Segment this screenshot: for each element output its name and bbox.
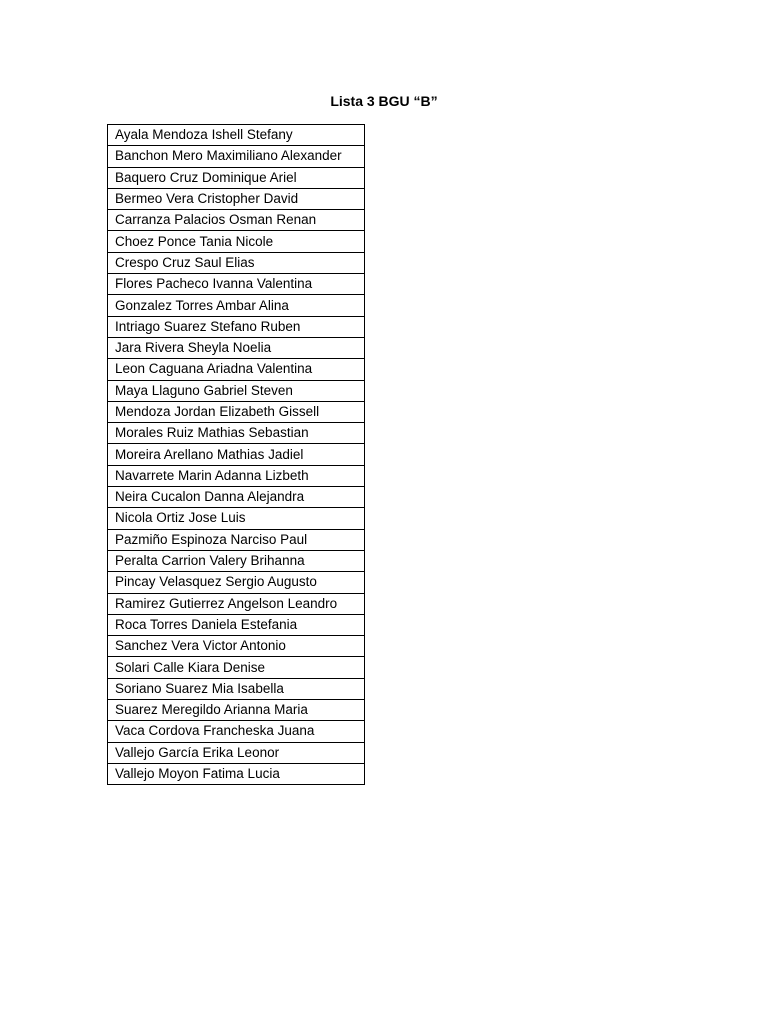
table-row bbox=[108, 508, 365, 529]
student-name-cell: Navarrete Marin Adanna Lizbeth bbox=[108, 465, 365, 486]
student-name-cell: Ramirez Gutierrez Angelson Leandro bbox=[108, 593, 365, 614]
table-row bbox=[108, 188, 365, 209]
table-row bbox=[108, 337, 365, 358]
table-row bbox=[108, 359, 365, 380]
table-row bbox=[108, 295, 365, 316]
table-row bbox=[108, 167, 365, 188]
table-row bbox=[108, 401, 365, 422]
table-row bbox=[108, 550, 365, 571]
table-row bbox=[108, 146, 365, 167]
student-name-cell: Vaca Cordova Francheska Juana bbox=[108, 721, 365, 742]
student-name-cell: Banchon Mero Maximiliano Alexander bbox=[108, 146, 365, 167]
table-row bbox=[108, 465, 365, 486]
student-name-cell: Bermeo Vera Cristopher David bbox=[108, 188, 365, 209]
table-row bbox=[108, 529, 365, 550]
student-list-table bbox=[107, 124, 365, 785]
table-row bbox=[108, 657, 365, 678]
table-row bbox=[108, 487, 365, 508]
student-name-cell: Jara Rivera Sheyla Noelia bbox=[108, 337, 365, 358]
student-name-cell: Moreira Arellano Mathias Jadiel bbox=[108, 444, 365, 465]
table-row bbox=[108, 274, 365, 295]
student-name-cell: Soriano Suarez Mia Isabella bbox=[108, 678, 365, 699]
table-row bbox=[108, 316, 365, 337]
student-name-cell: Roca Torres Daniela Estefania bbox=[108, 614, 365, 635]
student-name-cell: Neira Cucalon Danna Alejandra bbox=[108, 487, 365, 508]
student-name-cell: Mendoza Jordan Elizabeth Gissell bbox=[108, 401, 365, 422]
table-row bbox=[108, 380, 365, 401]
student-list-body bbox=[108, 125, 365, 785]
table-row bbox=[108, 721, 365, 742]
table-row bbox=[108, 614, 365, 635]
student-name-cell: Maya Llaguno Gabriel Steven bbox=[108, 380, 365, 401]
table-row bbox=[108, 763, 365, 784]
table-row bbox=[108, 125, 365, 146]
student-name-cell: Carranza Palacios Osman Renan bbox=[108, 210, 365, 231]
document-title: Lista 3 BGU “B” bbox=[330, 93, 438, 109]
table-row bbox=[108, 700, 365, 721]
student-name-cell: Ayala Mendoza Ishell Stefany bbox=[108, 125, 365, 146]
table-row bbox=[108, 210, 365, 231]
student-name-cell: Pincay Velasquez Sergio Augusto bbox=[108, 572, 365, 593]
student-name-cell: Leon Caguana Ariadna Valentina bbox=[108, 359, 365, 380]
table-row bbox=[108, 444, 365, 465]
student-name-cell: Crespo Cruz Saul Elias bbox=[108, 252, 365, 273]
student-name-cell: Nicola Ortiz Jose Luis bbox=[108, 508, 365, 529]
student-name-cell: Suarez Meregildo Arianna Maria bbox=[108, 700, 365, 721]
student-name-cell: Vallejo Moyon Fatima Lucia bbox=[108, 763, 365, 784]
table-row bbox=[108, 678, 365, 699]
table-row bbox=[108, 252, 365, 273]
student-name-cell: Vallejo García Erika Leonor bbox=[108, 742, 365, 763]
table-row bbox=[108, 742, 365, 763]
student-name-cell: Intriago Suarez Stefano Ruben bbox=[108, 316, 365, 337]
student-name-cell: Morales Ruiz Mathias Sebastian bbox=[108, 423, 365, 444]
student-name-cell: Peralta Carrion Valery Brihanna bbox=[108, 550, 365, 571]
student-name-cell: Flores Pacheco Ivanna Valentina bbox=[108, 274, 365, 295]
student-name-cell: Solari Calle Kiara Denise bbox=[108, 657, 365, 678]
table-row bbox=[108, 231, 365, 252]
table-row bbox=[108, 423, 365, 444]
table-row bbox=[108, 593, 365, 614]
student-name-cell: Pazmiño Espinoza Narciso Paul bbox=[108, 529, 365, 550]
table-row bbox=[108, 572, 365, 593]
student-name-cell: Gonzalez Torres Ambar Alina bbox=[108, 295, 365, 316]
student-name-cell: Sanchez Vera Victor Antonio bbox=[108, 636, 365, 657]
student-name-cell: Choez Ponce Tania Nicole bbox=[108, 231, 365, 252]
table-row bbox=[108, 636, 365, 657]
student-name-cell: Baquero Cruz Dominique Ariel bbox=[108, 167, 365, 188]
